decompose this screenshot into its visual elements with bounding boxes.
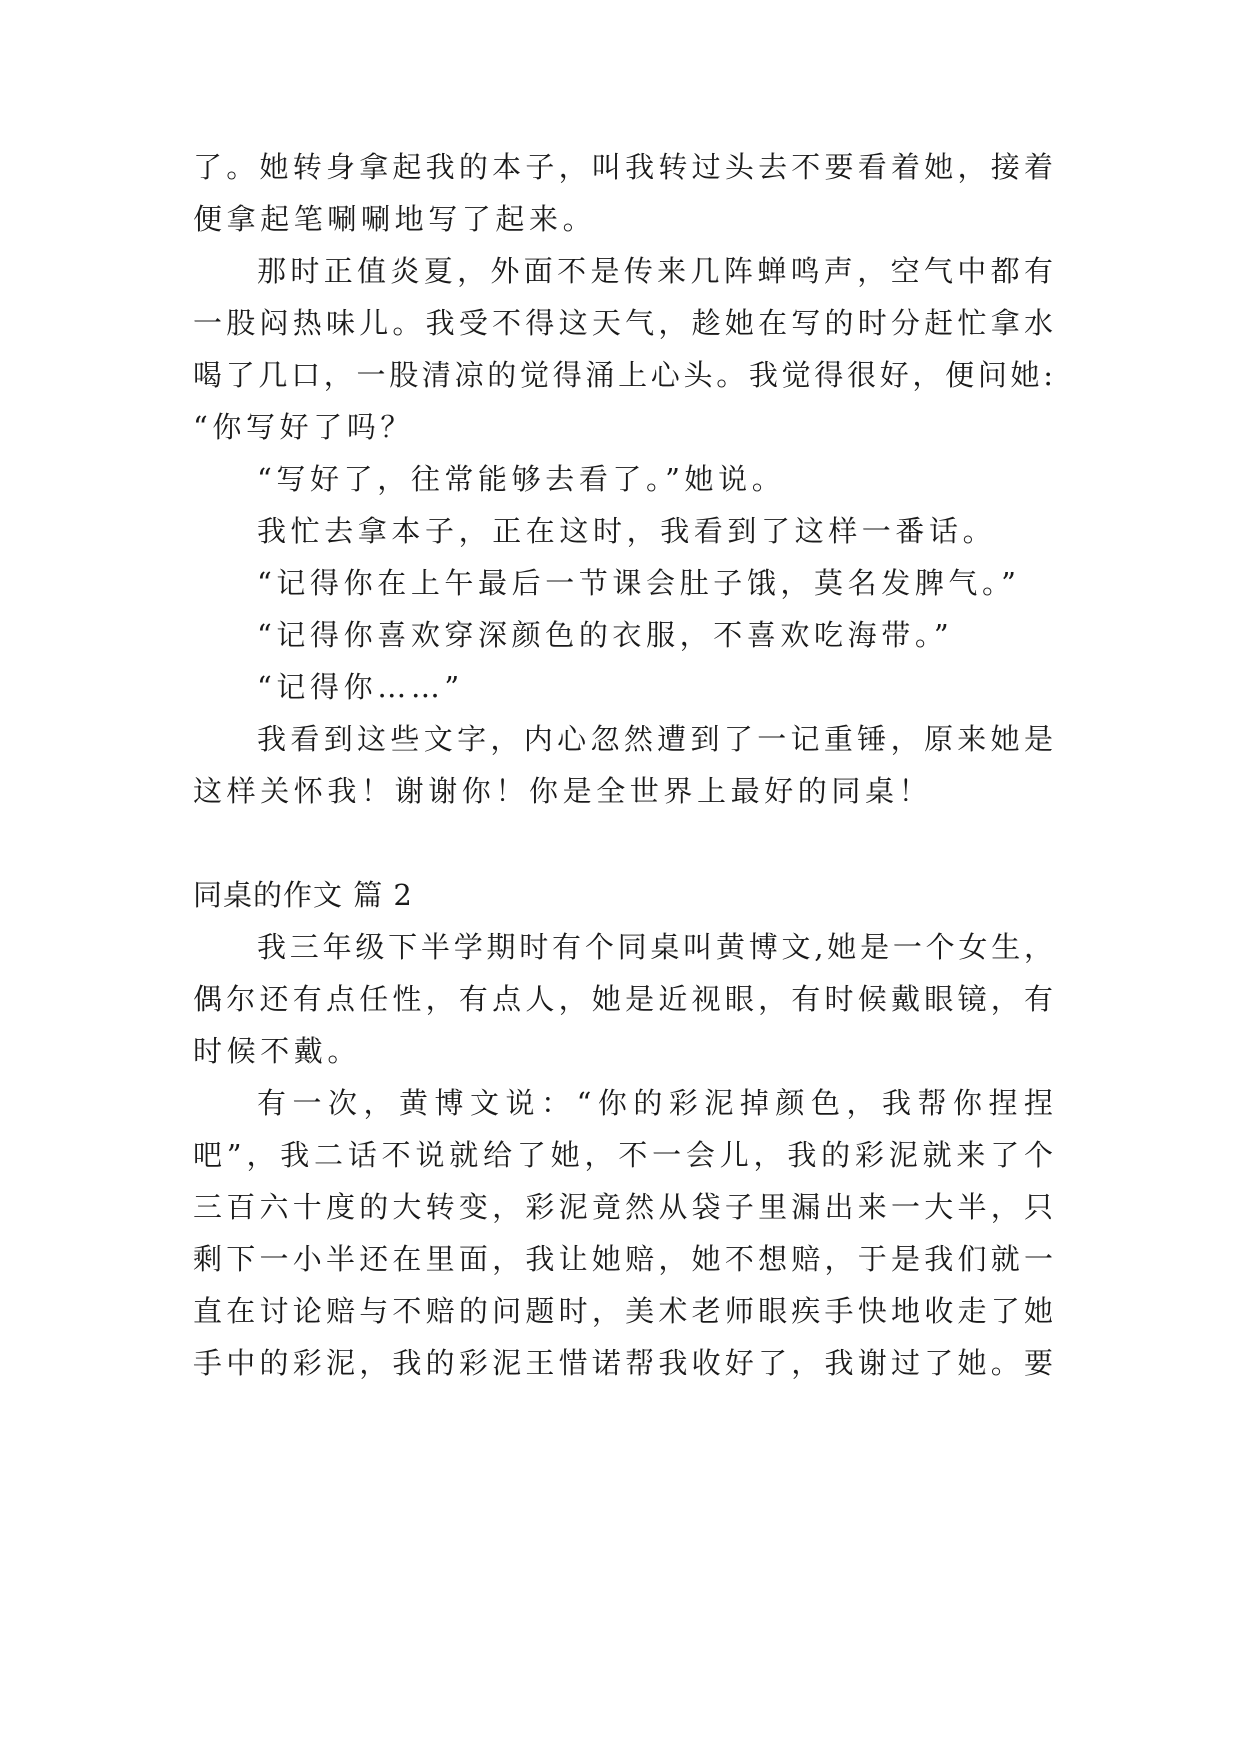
paragraph-line: 了。她转身拿起我的本子，叫我转过头去不要看着她，接着 — [193, 150, 1053, 184]
paragraph-line: 我忙去拿本子，正在这时，我看到了这样一番话。 — [257, 514, 997, 548]
section-heading: 同桌的作文 篇 2 — [193, 878, 413, 912]
paragraph-line: 我三年级下半学期时有个同桌叫黄博文,她是一个女生， — [257, 930, 1053, 964]
paragraph-line: 手中的彩泥，我的彩泥王惜诺帮我收好了，我谢过了她。要 — [193, 1346, 1053, 1380]
paragraph-line: 直在讨论赔与不赔的问题时，美术老师眼疾手快地收走了她 — [193, 1294, 1053, 1328]
paragraph-line: 这样关怀我！谢谢你！你是全世界上最好的同桌！ — [193, 774, 933, 808]
paragraph-line: 便拿起笔唰唰地写了起来。 — [193, 202, 597, 236]
paragraph-line: 喝了几口，一股清凉的觉得涌上心头。我觉得很好，便问她: — [193, 358, 1053, 392]
paragraph-line: “记得你……” — [257, 670, 464, 704]
paragraph-line: 有一次，黄博文说：“你的彩泥掉颜色，我帮你捏捏 — [257, 1086, 1053, 1120]
paragraph-line: “记得你在上午最后一节课会肚子饿，莫名发脾气。” — [257, 566, 1021, 600]
paragraph-line: 一股闷热味儿。我受不得这天气，趁她在写的时分赶忙拿水 — [193, 306, 1053, 340]
paragraph-line: “你写好了吗？ — [193, 410, 415, 444]
paragraph-line: 偶尔还有点任性，有点人，她是近视眼，有时候戴眼镜，有 — [193, 982, 1053, 1016]
paragraph-line: 吧”，我二话不说就给了她，不一会儿，我的彩泥就来了个 — [193, 1138, 1053, 1172]
paragraph-line: 那时正值炎夏，外面不是传来几阵蝉鸣声，空气中都有 — [257, 254, 1053, 288]
paragraph-line: “记得你喜欢穿深颜色的衣服，不喜欢吃海带。” — [257, 618, 954, 652]
paragraph-line: 剩下一小半还在里面，我让她赔，她不想赔，于是我们就一 — [193, 1242, 1053, 1276]
paragraph-line: 三百六十度的大转变，彩泥竟然从袋子里漏出来一大半，只 — [193, 1190, 1053, 1224]
paragraph-line: 时候不戴。 — [193, 1034, 362, 1068]
paragraph-line: 我看到这些文字，内心忽然遭到了一记重锤，原来她是 — [257, 722, 1053, 756]
paragraph-line: “写好了，往常能够去看了。”她说。 — [257, 462, 786, 496]
